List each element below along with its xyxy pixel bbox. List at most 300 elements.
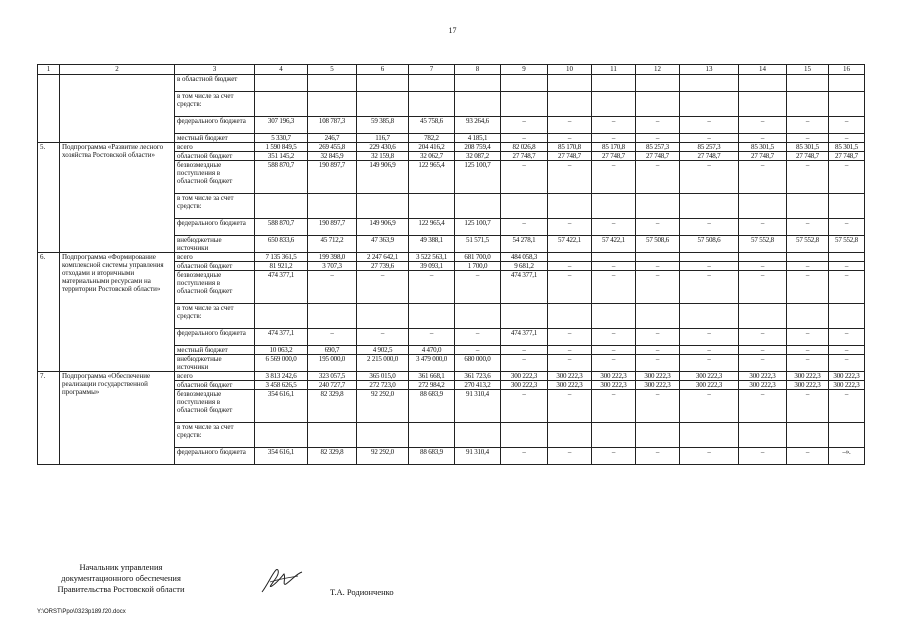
value-cell: 782,2 [409, 134, 455, 143]
value-cell: 195 000,0 [308, 355, 357, 372]
value-cell: 85 170,8 [548, 143, 592, 152]
value-cell: – [592, 390, 636, 423]
value-cell [308, 92, 357, 117]
value-cell: – [592, 271, 636, 304]
value-cell: 32 159,8 [357, 152, 409, 161]
value-cell: – [739, 329, 787, 346]
value-cell: – [592, 161, 636, 194]
value-cell: – [680, 161, 739, 194]
value-cell [592, 423, 636, 448]
value-cell [409, 304, 455, 329]
value-cell: – [787, 346, 829, 355]
value-cell: – [548, 346, 592, 355]
handwritten-signature [256, 566, 308, 596]
value-cell: 88 683,9 [409, 448, 455, 465]
value-cell [592, 304, 636, 329]
program-name-cell: Подпрограмма «Развитие лесного хозяйства Ростовской области» [60, 143, 175, 253]
value-cell: 57 422,1 [592, 236, 636, 253]
value-cell: – [636, 271, 680, 304]
funding-source-cell: областной бюджет [175, 152, 255, 161]
value-cell: 2 215 000,0 [357, 355, 409, 372]
value-cell: 307 196,3 [255, 117, 308, 134]
value-cell: – [787, 329, 829, 346]
value-cell: 361 723,6 [455, 372, 501, 381]
header-row [38, 65, 865, 75]
value-cell: 92 292,0 [357, 448, 409, 465]
value-cell: – [409, 271, 455, 304]
column-number-cell: 3 [175, 65, 255, 75]
value-cell: – [308, 329, 357, 346]
value-cell: 300 222,3 [636, 372, 680, 381]
value-cell: 39 093,1 [409, 262, 455, 271]
value-cell: – [357, 271, 409, 304]
value-cell [357, 75, 409, 92]
funding-source-cell: федерального бюджета [175, 448, 255, 465]
value-cell [680, 75, 739, 92]
funding-source-cell: федерального бюджета [175, 329, 255, 346]
value-cell [308, 423, 357, 448]
value-cell: 690,7 [308, 346, 357, 355]
value-cell: – [739, 161, 787, 194]
value-cell: 6 569 000,0 [255, 355, 308, 372]
value-cell: 125 100,7 [455, 219, 501, 236]
value-cell [455, 423, 501, 448]
table-row [38, 143, 865, 152]
value-cell: 1 590 849,5 [255, 143, 308, 152]
value-cell: 300 222,3 [739, 381, 787, 390]
column-number-cell: 8 [455, 65, 501, 75]
value-cell: 4 902,5 [357, 346, 409, 355]
value-cell: – [680, 271, 739, 304]
value-cell: – [636, 329, 680, 346]
value-cell [357, 423, 409, 448]
value-cell: – [636, 262, 680, 271]
value-cell: – [680, 346, 739, 355]
value-cell: – [636, 219, 680, 236]
value-cell: 82 026,8 [501, 143, 548, 152]
funding-source-cell: безвозмездные поступления в областной бюджет [175, 390, 255, 423]
value-cell: 190 897,7 [308, 161, 357, 194]
value-cell [592, 253, 636, 262]
value-cell: 199 398,0 [308, 253, 357, 262]
value-cell: 85 257,3 [636, 143, 680, 152]
value-cell: – [787, 271, 829, 304]
row-number-cell: 7. [38, 372, 60, 465]
value-cell: – [636, 448, 680, 465]
funding-source-cell: федерального бюджета [175, 117, 255, 134]
funding-source-cell: безвозмездные поступления в областной бюджет [175, 161, 255, 194]
value-cell: – [787, 262, 829, 271]
value-cell: 27 748,7 [680, 152, 739, 161]
value-cell: 3 458 626,5 [255, 381, 308, 390]
value-cell [357, 194, 409, 219]
value-cell: – [787, 355, 829, 372]
table-row [38, 372, 865, 381]
value-cell: – [548, 161, 592, 194]
value-cell: 588 870,7 [255, 219, 308, 236]
value-cell: – [787, 117, 829, 134]
value-cell: – [548, 355, 592, 372]
value-cell: 57 552,8 [787, 236, 829, 253]
column-number-cell: 15 [787, 65, 829, 75]
value-cell: 47 363,9 [357, 236, 409, 253]
value-cell: 246,7 [308, 134, 357, 143]
value-cell: 300 222,3 [680, 381, 739, 390]
value-cell: – [548, 262, 592, 271]
value-cell: 122 965,4 [409, 161, 455, 194]
value-cell: 81 921,2 [255, 262, 308, 271]
value-cell [829, 92, 865, 117]
value-cell: 27 739,6 [357, 262, 409, 271]
value-cell: – [501, 390, 548, 423]
value-cell: – [501, 355, 548, 372]
value-cell: – [787, 448, 829, 465]
value-cell: – [680, 219, 739, 236]
value-cell: – [548, 117, 592, 134]
value-cell: 229 430,6 [357, 143, 409, 152]
program-name-cell: Подпрограмма «Обеспечение реализации государственной программы» [60, 372, 175, 465]
column-number-cell: 10 [548, 65, 592, 75]
value-cell: 54 278,1 [501, 236, 548, 253]
value-cell: 650 833,6 [255, 236, 308, 253]
value-cell: – [739, 262, 787, 271]
value-cell: – [548, 219, 592, 236]
value-cell [455, 194, 501, 219]
value-cell: – [680, 390, 739, 423]
value-cell: 91 310,4 [455, 390, 501, 423]
value-cell: 27 748,7 [592, 152, 636, 161]
value-cell [501, 92, 548, 117]
column-number-cell: 14 [739, 65, 787, 75]
value-cell: – [829, 117, 865, 134]
value-cell: 27 748,7 [829, 152, 865, 161]
value-cell: 7 135 361,5 [255, 253, 308, 262]
value-cell: 240 727,7 [308, 381, 357, 390]
funding-source-cell: в том числе за счет средств: [175, 304, 255, 329]
funding-source-cell: в том числе за счет средств: [175, 423, 255, 448]
value-cell [592, 75, 636, 92]
value-cell: – [739, 448, 787, 465]
value-cell: 45 758,6 [409, 117, 455, 134]
program-name-cell [60, 75, 175, 143]
value-cell: – [829, 271, 865, 304]
value-cell [680, 304, 739, 329]
value-cell [636, 194, 680, 219]
value-cell: 27 748,7 [636, 152, 680, 161]
value-cell: – [680, 448, 739, 465]
value-cell: – [739, 134, 787, 143]
document-path: Y:\ORST\Ppo\0323p189.f20.docx [37, 609, 126, 615]
value-cell: 300 222,3 [548, 381, 592, 390]
value-cell: 1 700,0 [455, 262, 501, 271]
value-cell: – [308, 271, 357, 304]
value-cell [308, 75, 357, 92]
funding-source-cell: всего [175, 143, 255, 152]
value-cell: 300 222,3 [680, 372, 739, 381]
value-cell: – [501, 134, 548, 143]
value-cell: 27 748,7 [787, 152, 829, 161]
position-line: Правительства Ростовской области [57, 584, 185, 594]
value-cell: – [829, 329, 865, 346]
value-cell: – [455, 329, 501, 346]
value-cell: 474 377,1 [255, 329, 308, 346]
value-cell: 354 616,1 [255, 448, 308, 465]
value-cell: 272 984,2 [409, 381, 455, 390]
funding-source-cell: федерального бюджета [175, 219, 255, 236]
column-number-cell: 5 [308, 65, 357, 75]
value-cell: 82 329,8 [308, 390, 357, 423]
value-cell: 4 470,0 [409, 346, 455, 355]
value-cell: – [455, 346, 501, 355]
value-cell: – [592, 219, 636, 236]
value-cell [255, 304, 308, 329]
budget-table [37, 64, 865, 465]
funding-source-cell: областной бюджет [175, 381, 255, 390]
value-cell: 85 301,5 [829, 143, 865, 152]
value-cell: 204 416,2 [409, 143, 455, 152]
value-cell: – [501, 161, 548, 194]
value-cell: 3 522 563,1 [409, 253, 455, 262]
value-cell: 85 301,5 [787, 143, 829, 152]
value-cell [636, 253, 680, 262]
value-cell [501, 75, 548, 92]
funding-source-cell: в том числе за счет средств: [175, 194, 255, 219]
value-cell: 88 683,9 [409, 390, 455, 423]
value-cell [409, 92, 455, 117]
column-number-cell: 4 [255, 65, 308, 75]
program-name-cell: Подпрограмма «Формирование комплексной системы управления отходами и вторичными материальными ресурсами на территории Ростовской области» [60, 253, 175, 372]
value-cell [829, 194, 865, 219]
column-number-cell: 12 [636, 65, 680, 75]
value-cell: 149 906,9 [357, 161, 409, 194]
value-cell: – [680, 117, 739, 134]
value-cell: – [739, 355, 787, 372]
value-cell [548, 92, 592, 117]
value-cell [501, 423, 548, 448]
value-cell: – [787, 390, 829, 423]
value-cell [680, 194, 739, 219]
value-cell: 92 292,0 [357, 390, 409, 423]
funding-source-cell: местный бюджет [175, 346, 255, 355]
value-cell: 9 681,2 [501, 262, 548, 271]
value-cell: – [636, 161, 680, 194]
value-cell: – [636, 390, 680, 423]
value-cell: – [739, 117, 787, 134]
value-cell [829, 253, 865, 262]
value-cell: –». [829, 448, 865, 465]
value-cell: 32 845,9 [308, 152, 357, 161]
value-cell [255, 75, 308, 92]
value-cell: – [636, 355, 680, 372]
value-cell [636, 75, 680, 92]
value-cell: 208 759,4 [455, 143, 501, 152]
value-cell: 5 330,7 [255, 134, 308, 143]
value-cell: 32 062,7 [409, 152, 455, 161]
value-cell: 474 377,1 [501, 271, 548, 304]
value-cell [636, 423, 680, 448]
row-number-cell: 5. [38, 143, 60, 253]
value-cell [636, 92, 680, 117]
value-cell: – [592, 262, 636, 271]
value-cell [739, 304, 787, 329]
value-cell [255, 194, 308, 219]
value-cell: 269 455,8 [308, 143, 357, 152]
value-cell: 365 015,0 [357, 372, 409, 381]
value-cell [680, 253, 739, 262]
value-cell: 85 301,5 [739, 143, 787, 152]
value-cell: 149 906,9 [357, 219, 409, 236]
value-cell: – [829, 262, 865, 271]
value-cell: – [829, 134, 865, 143]
value-cell [636, 304, 680, 329]
value-cell: – [680, 262, 739, 271]
table-row [38, 253, 865, 262]
value-cell [787, 253, 829, 262]
value-cell: 51 571,5 [455, 236, 501, 253]
value-cell: 270 413,2 [455, 381, 501, 390]
value-cell: – [592, 134, 636, 143]
column-number-cell: 1 [38, 65, 60, 75]
funding-source-cell: в том числе за счет средств: [175, 92, 255, 117]
value-cell: 3 707,3 [308, 262, 357, 271]
value-cell [501, 194, 548, 219]
value-cell: 588 870,7 [255, 161, 308, 194]
value-cell: 680 000,0 [455, 355, 501, 372]
value-cell: – [548, 134, 592, 143]
value-cell [501, 304, 548, 329]
value-cell: 4 185,1 [455, 134, 501, 143]
value-cell [548, 423, 592, 448]
value-cell: – [409, 329, 455, 346]
value-cell: 85 257,3 [680, 143, 739, 152]
column-number-cell: 2 [60, 65, 175, 75]
value-cell: 323 057,5 [308, 372, 357, 381]
value-cell: – [739, 271, 787, 304]
value-cell [308, 194, 357, 219]
value-cell: – [787, 134, 829, 143]
value-cell: – [548, 390, 592, 423]
value-cell: 361 668,1 [409, 372, 455, 381]
value-cell: 10 063,2 [255, 346, 308, 355]
value-cell [592, 92, 636, 117]
value-cell [357, 92, 409, 117]
value-cell: 27 748,7 [739, 152, 787, 161]
value-cell: 300 222,3 [739, 372, 787, 381]
value-cell [787, 304, 829, 329]
value-cell [739, 423, 787, 448]
value-cell [680, 423, 739, 448]
column-number-cell: 9 [501, 65, 548, 75]
value-cell: 45 712,2 [308, 236, 357, 253]
value-cell [787, 423, 829, 448]
value-cell: – [787, 161, 829, 194]
value-cell [409, 423, 455, 448]
funding-source-cell: внебюджетные источники [175, 236, 255, 253]
value-cell: 300 222,3 [787, 381, 829, 390]
value-cell: 57 552,8 [739, 236, 787, 253]
value-cell: 300 222,3 [636, 381, 680, 390]
value-cell [455, 75, 501, 92]
value-cell: 3 479 000,0 [409, 355, 455, 372]
value-cell: – [592, 355, 636, 372]
value-cell [455, 304, 501, 329]
value-cell: – [548, 448, 592, 465]
value-cell [829, 304, 865, 329]
value-cell: 300 222,3 [501, 381, 548, 390]
value-cell: – [636, 134, 680, 143]
signatory-position [36, 562, 206, 595]
value-cell: – [592, 329, 636, 346]
value-cell: – [455, 271, 501, 304]
value-cell: – [680, 355, 739, 372]
value-cell: 300 222,3 [829, 372, 865, 381]
value-cell: 82 329,8 [308, 448, 357, 465]
value-cell [255, 423, 308, 448]
value-cell: 27 748,7 [501, 152, 548, 161]
value-cell: 300 222,3 [501, 372, 548, 381]
value-cell: 351 145,2 [255, 152, 308, 161]
funding-source-cell: всего [175, 372, 255, 381]
value-cell [548, 304, 592, 329]
value-cell: 2 247 642,1 [357, 253, 409, 262]
value-cell: 57 422,1 [548, 236, 592, 253]
value-cell: – [357, 329, 409, 346]
value-cell: 190 897,7 [308, 219, 357, 236]
value-cell [829, 75, 865, 92]
value-cell: – [636, 346, 680, 355]
funding-source-cell: местный бюджет [175, 134, 255, 143]
value-cell: – [739, 346, 787, 355]
value-cell [592, 194, 636, 219]
value-cell: – [787, 219, 829, 236]
value-cell: – [680, 329, 739, 346]
value-cell: – [501, 117, 548, 134]
value-cell: 272 723,0 [357, 381, 409, 390]
value-cell [787, 194, 829, 219]
value-cell: 57 508,6 [636, 236, 680, 253]
value-cell: 484 058,3 [501, 253, 548, 262]
value-cell: – [829, 346, 865, 355]
value-cell: 108 787,3 [308, 117, 357, 134]
value-cell: 300 222,3 [592, 381, 636, 390]
value-cell: 681 700,0 [455, 253, 501, 262]
value-cell: 300 222,3 [787, 372, 829, 381]
value-cell [739, 75, 787, 92]
value-cell: 474 377,1 [255, 271, 308, 304]
value-cell: – [592, 117, 636, 134]
value-cell: 93 264,6 [455, 117, 501, 134]
value-cell: 354 616,1 [255, 390, 308, 423]
value-cell [357, 304, 409, 329]
value-cell [739, 253, 787, 262]
value-cell: 49 388,1 [409, 236, 455, 253]
value-cell [548, 253, 592, 262]
value-cell [409, 194, 455, 219]
value-cell [548, 75, 592, 92]
value-cell: 300 222,3 [829, 381, 865, 390]
position-line: Начальник управления [79, 562, 163, 572]
value-cell: – [829, 390, 865, 423]
value-cell: 57 508,6 [680, 236, 739, 253]
value-cell: 91 310,4 [455, 448, 501, 465]
value-cell: 122 965,4 [409, 219, 455, 236]
column-number-cell: 16 [829, 65, 865, 75]
value-cell: 474 377,1 [501, 329, 548, 346]
value-cell [829, 423, 865, 448]
value-cell: – [829, 161, 865, 194]
value-cell: – [501, 219, 548, 236]
value-cell: 125 100,7 [455, 161, 501, 194]
